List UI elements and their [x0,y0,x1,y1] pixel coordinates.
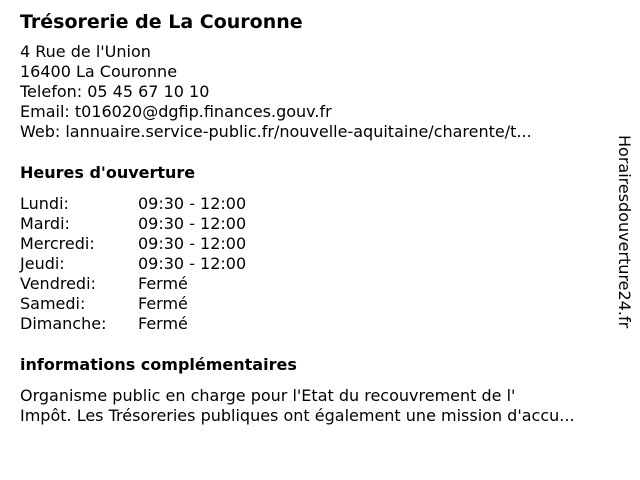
day-label: Jeudi: [20,254,65,273]
time-value: 09:30 - 12:00 [138,254,247,273]
hours-row-friday [20,274,610,294]
hours-row-sunday [20,314,610,334]
day-label: Mardi: [20,214,70,233]
day-label: Vendredi: [20,274,96,293]
description-line: Organisme public en charge pour l'Etat du recouvrement de l' [20,386,516,405]
street-address: 4 Rue de l'Union [20,42,151,61]
hours-row-saturday [20,294,610,314]
description-line: Impôt. Les Trésoreries publiques ont également une mission d'accu... [20,406,575,425]
website-link-text[interactable]: Web: lannuaire.service-public.fr/nouvelle-aquitaine/charente/t... [20,122,532,141]
opening-hours-heading: Heures d'ouverture [20,163,196,182]
website-link[interactable] [20,122,610,142]
site-watermark: Horairesdouverture24.fr [615,135,634,329]
additional-info-heading: informations complémentaires [20,355,297,374]
hours-row-monday [20,194,610,214]
time-value: Fermé [138,314,188,333]
time-value: 09:30 - 12:00 [138,214,247,233]
hours-row-thursday [20,254,610,274]
additional-info-text [20,386,610,426]
address-block [20,42,610,142]
hours-row-tuesday [20,214,610,234]
email-address: Email: t016020@dgfip.finances.gouv.fr [20,102,332,121]
page-title: Trésorerie de La Couronne [20,11,303,33]
day-label: Dimanche: [20,314,107,333]
time-value: 09:30 - 12:00 [138,234,247,253]
day-label: Lundi: [20,194,69,213]
phone-number: Telefon: 05 45 67 10 10 [20,82,210,101]
time-value: Fermé [138,294,188,313]
hours-row-wednesday [20,234,610,254]
day-label: Mercredi: [20,234,95,253]
time-value: 09:30 - 12:00 [138,194,247,213]
day-label: Samedi: [20,294,86,313]
opening-hours-table [20,194,610,334]
city-address: 16400 La Couronne [20,62,178,81]
office-card [20,10,610,426]
time-value: Fermé [138,274,188,293]
